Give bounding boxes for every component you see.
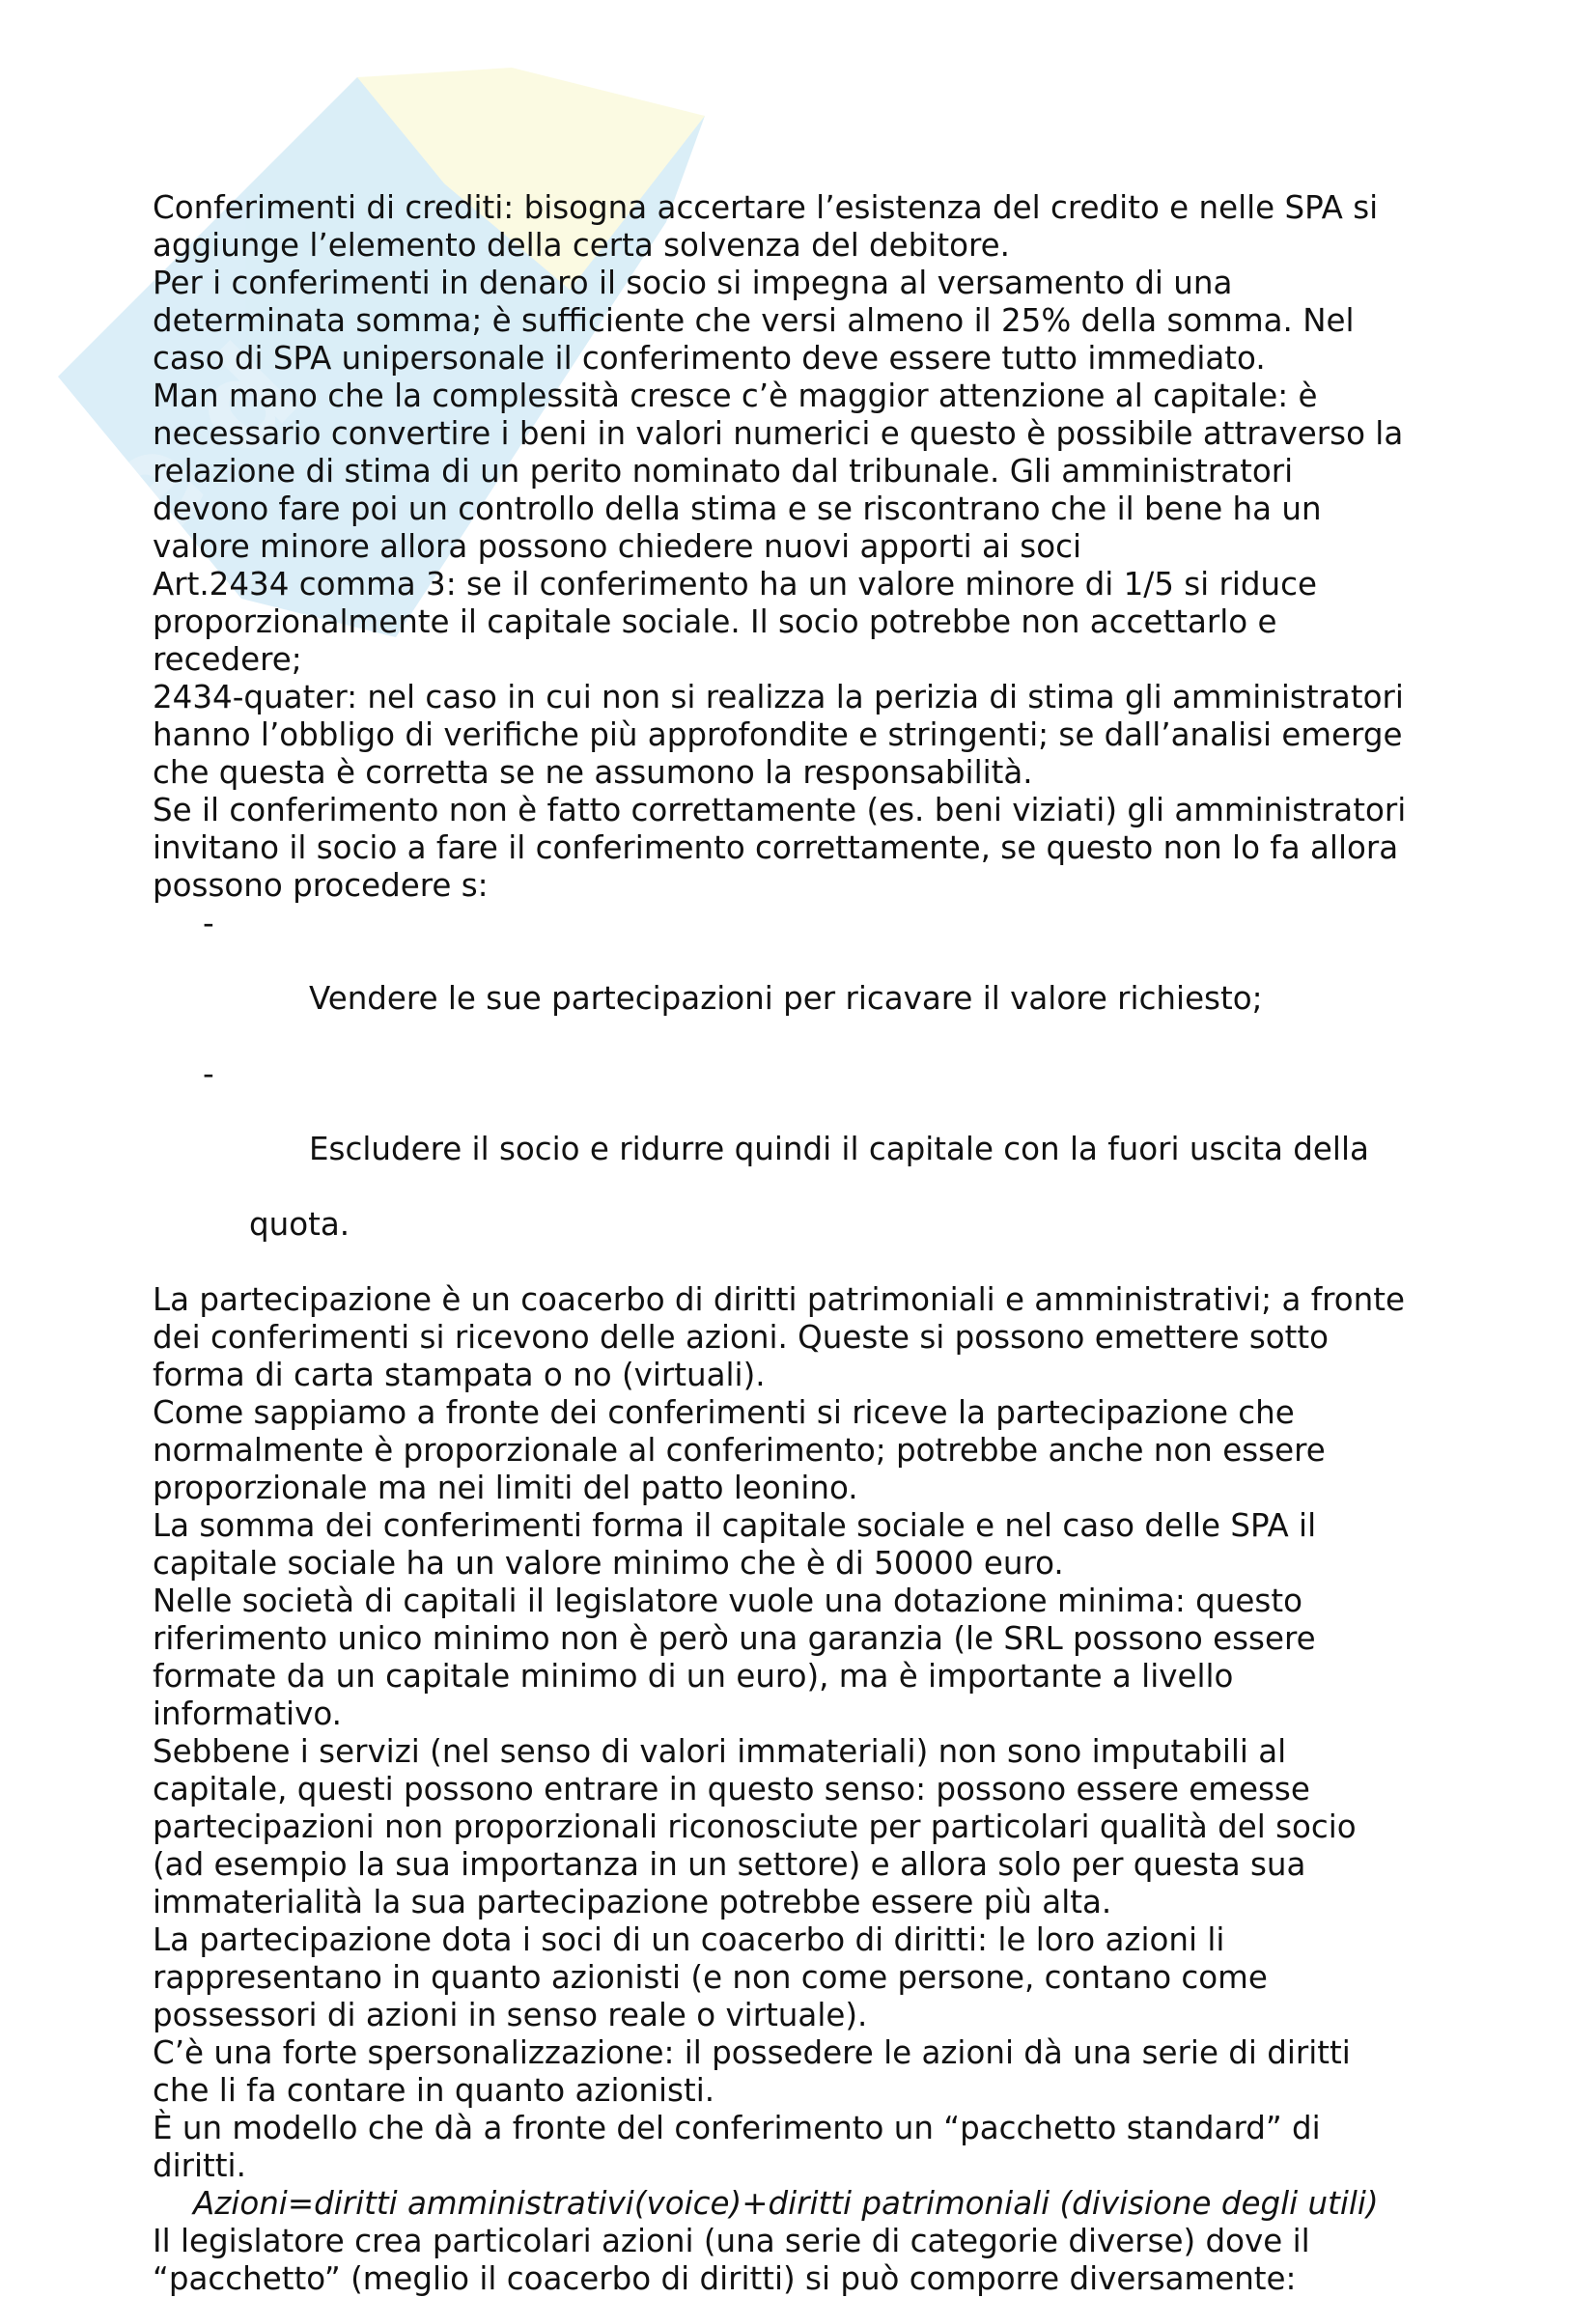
list-item bbox=[153, 905, 1466, 1055]
text-line: che li fa contare in quanto azionisti. bbox=[153, 2072, 715, 2109]
text-line: caso di SPA unipersonale il conferimento deve essere tutto immediato. bbox=[153, 340, 1266, 377]
bullet-dash: - bbox=[203, 1055, 214, 1092]
bullet-list bbox=[153, 905, 1466, 1244]
text-line: capitale sociale ha un valore minimo che è di 50000 euro. bbox=[153, 1545, 1064, 1582]
text-line: Come sappiamo a fronte dei conferimenti si riceve la partecipazione che bbox=[153, 1394, 1295, 1431]
text-line: Il legislatore crea particolari azioni (una serie di categorie diverse) dove il bbox=[153, 2223, 1310, 2259]
text-line: relazione di stima di un perito nominato dal tribunale. Gli amministratori bbox=[153, 453, 1294, 490]
text-line: devono fare poi un controllo della stima e se riscontrano che il bene ha un bbox=[153, 490, 1322, 527]
text-line: determinata somma; è sufficiente che versi almeno il 25% della somma. Nel bbox=[153, 302, 1355, 339]
text-line: Art.2434 comma 3: se il conferimento ha un valore minore di 1/5 si riduce bbox=[153, 566, 1317, 603]
list-item-text: Escludere il socio e ridurre quindi il capitale con la fuori uscita della bbox=[309, 1131, 1369, 1167]
text-line: normalmente è proporzionale al conferimento; potrebbe anche non essere bbox=[153, 1432, 1326, 1469]
text-line: proporzionale ma nei limiti del patto leonino. bbox=[153, 1470, 858, 1506]
blank-line bbox=[153, 1244, 1466, 1281]
text-line: proporzionalmente il capitale sociale. Il socio potrebbe non accettarlo e bbox=[153, 603, 1277, 640]
list-item bbox=[153, 1055, 1466, 1206]
bullet-dash: - bbox=[203, 905, 214, 941]
text-line: rappresentano in quanto azionisti (e non come persone, contano come bbox=[153, 1959, 1268, 1996]
text-line: La partecipazione dota i soci di un coacerbo di diritti: le loro azioni li bbox=[153, 1921, 1225, 1958]
text-line: “pacchetto” (meglio il coacerbo di diritti) si può comporre diversamente: bbox=[153, 2260, 1297, 2297]
text-line: C’è una forte spersonalizzazione: il possedere le azioni dà una serie di diritti bbox=[153, 2034, 1351, 2071]
text-line: aggiunge l’elemento della certa solvenza del debitore. bbox=[153, 227, 1010, 264]
text-line: Sebbene i servizi (nel senso di valori immateriali) non sono imputabili al bbox=[153, 1733, 1287, 1770]
text-line: Nelle società di capitali il legislatore vuole una dotazione minima: questo bbox=[153, 1583, 1302, 1619]
text-line: forma di carta stampata o no (virtuali). bbox=[153, 1357, 766, 1393]
text-line: recedere; bbox=[153, 641, 302, 678]
text-line: immaterialità la sua partecipazione potrebbe essere più alta. bbox=[153, 1884, 1112, 1920]
svg-text:d: d bbox=[158, 317, 326, 485]
text-line: capitale, questi possono entrare in questo senso: possono essere emesse bbox=[153, 1771, 1310, 1808]
text-line: possessori di azioni in senso reale o virtuale). bbox=[153, 1997, 868, 2033]
text-line: La partecipazione è un coacerbo di diritti patrimoniali e amministrativi; a fronte bbox=[153, 1281, 1406, 1318]
text-line: dei conferimenti si ricevono delle azioni. Queste si possono emettere sotto bbox=[153, 1319, 1330, 1356]
text-line: invitano il socio a fare il conferimento correttamente, se questo non lo fa allora bbox=[153, 829, 1399, 866]
text-line: partecipazioni non proporzionali riconosciute per particolari qualità del socio bbox=[153, 1808, 1357, 1845]
text-line: Man mano che la complessità cresce c’è maggior attenzione al capitale: è bbox=[153, 378, 1318, 414]
paragraph-block-legislatore bbox=[153, 2223, 1466, 2298]
text-line: necessario convertire i beni in valori numerici e questo è possibile attraverso la bbox=[153, 415, 1404, 452]
text-line: Per i conferimenti in denaro il socio si impegna al versamento di una bbox=[153, 265, 1233, 301]
text-line: informativo. bbox=[153, 1695, 342, 1732]
text-line: diritti. bbox=[153, 2147, 246, 2184]
text-line: che questa è corretta se ne assumono la responsabilità. bbox=[153, 754, 1033, 791]
svg-text:e: e bbox=[50, 396, 239, 585]
paragraph-block-partecipazione bbox=[153, 1281, 1466, 2185]
document-body bbox=[153, 189, 1466, 2298]
text-line: possono procedere s: bbox=[153, 867, 489, 904]
text-line: formate da un capitale minimo di un euro), ma è importante a livello bbox=[153, 1658, 1234, 1695]
list-item-continuation: quota. bbox=[249, 1206, 350, 1243]
text-line: hanno l’obbligo di verifiche più approfondite e stringenti; se dall’analisi emerge bbox=[153, 716, 1403, 753]
list-item-text: Vendere le sue partecipazioni per ricavare il valore richiesto; bbox=[309, 980, 1263, 1017]
text-line: Se il conferimento non è fatto correttamente (es. beni viziati) gli amministratori bbox=[153, 792, 1407, 828]
formula-azioni: Azioni=diritti amministrativi(voice)+diritti patrimoniali (divisione degli utili) bbox=[193, 2185, 1379, 2222]
text-line: È un modello che dà a fronte del conferimento un “pacchetto standard” di bbox=[153, 2110, 1321, 2146]
text-line: 2434-quater: nel caso in cui non si realizza la perizia di stima gli amministratori bbox=[153, 679, 1404, 715]
text-line: La somma dei conferimenti forma il capitale sociale e nel caso delle SPA il bbox=[153, 1507, 1317, 1544]
text-line: (ad esempio la sua importanza in un settore) e allora solo per questa sua bbox=[153, 1846, 1306, 1883]
text-line: riferimento unico minimo non è però una garanzia (le SRL possono essere bbox=[153, 1620, 1316, 1657]
text-line: Conferimenti di crediti: bisogna accertare l’esistenza del credito e nelle SPA si bbox=[153, 189, 1379, 226]
text-line: valore minore allora possono chiedere nuovi apporti ai soci bbox=[153, 528, 1082, 565]
paragraph-block-conferimenti bbox=[153, 189, 1466, 905]
